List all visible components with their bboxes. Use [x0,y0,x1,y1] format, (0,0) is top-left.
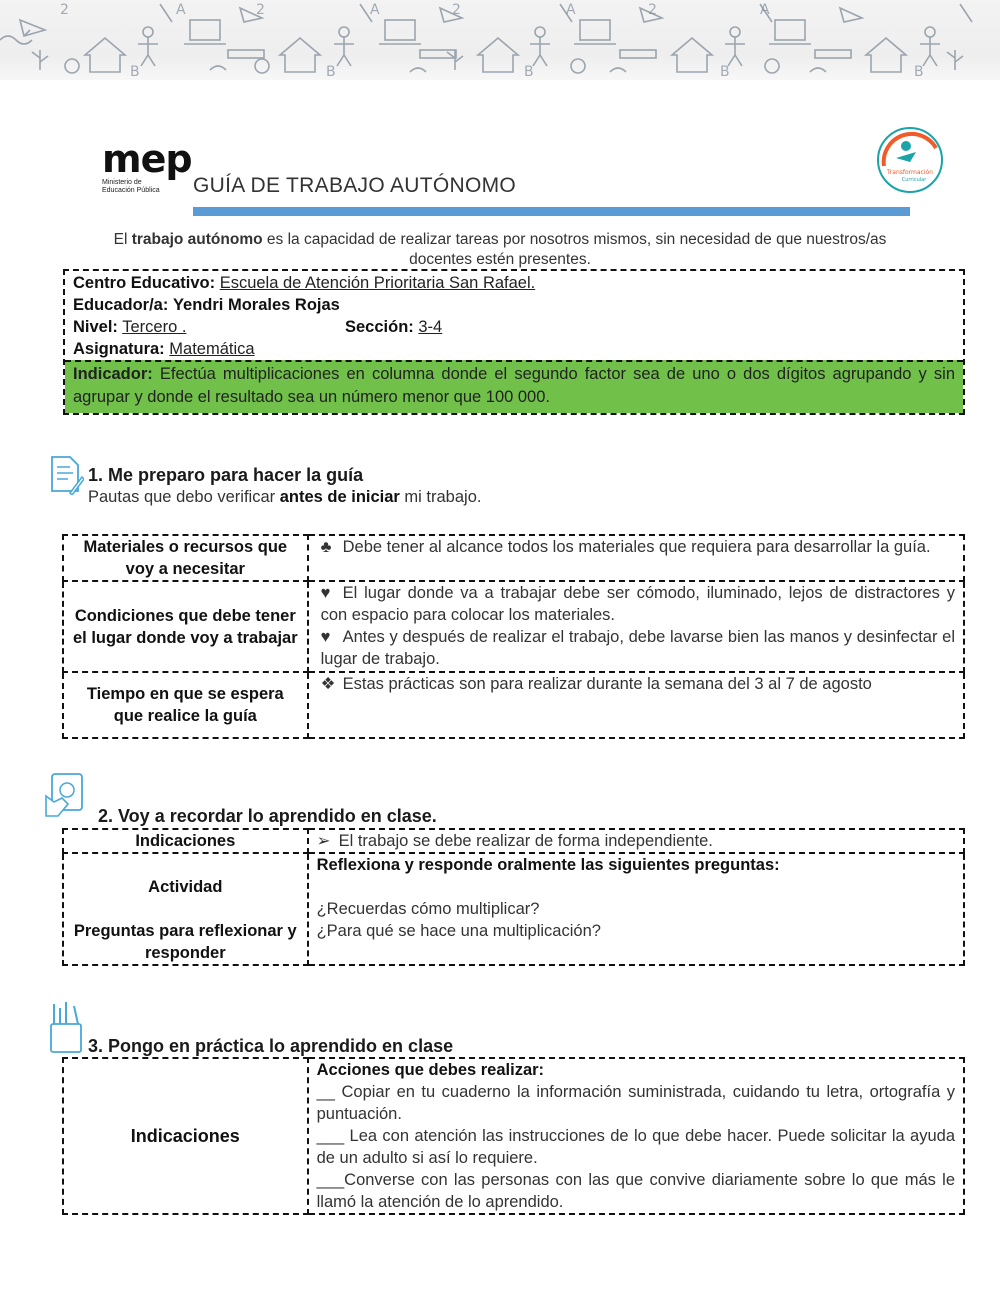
table-row [63,672,964,738]
seccion-line: Sección: 3-4 [345,318,443,336]
section3-table [62,1057,965,1215]
mep-logo [102,137,192,196]
question-1: ¿Recuerdas cómo multiplicar? [316,900,540,918]
svg-text:A: A [760,2,770,18]
materiales-label: Materiales o recursos que voy a necesitar [63,535,308,581]
actividad-label-cell [63,853,308,965]
tiempo-content: ❖ Estas prácticas son para realizar durante la semana del 3 al 7 de agosto [308,672,964,738]
section3-actions [308,1058,964,1214]
indicador-block: Indicador: Efectúa multiplicaciones en columna donde el segundo factor sea de uno o dos dígitos agrupando y sin agrupar y donde el resultado sea un número menor que 100 000. [65,360,963,413]
section1-title: 1. Me preparo para hacer la guía [88,465,364,485]
table-row [63,853,964,965]
svg-text:Transformación: Transformación [887,169,933,176]
asignatura-line: Asignatura: Matemática [73,340,255,358]
section3-indicaciones-label: Indicaciones [63,1058,308,1214]
indicaciones-content: ➢ El trabajo se debe realizar de forma independiente. [308,829,964,853]
educador-line: Educador/a: Yendri Morales Rojas [73,296,340,314]
condiciones-content [308,581,964,672]
table-row [63,829,964,853]
centro-educativo-line: Centro Educativo: Escuela de Atención Prioritaria San Rafael. [73,274,536,292]
info-box [63,269,965,415]
indicaciones-label: Indicaciones [63,829,308,853]
list-item: ___Converse con las personas con las que convive diariamente sobre lo que más le llamó la atención de lo aprendido. [316,1171,955,1211]
svg-text:2: 2 [60,2,69,18]
svg-text:B: B [720,64,730,80]
section1-table [62,534,965,739]
condiciones-label: Condiciones que debe tener el lugar donde voy a trabajar [63,581,308,672]
table-row [63,535,964,581]
svg-text:B: B [326,64,336,80]
reflexiona-instruction: Reflexiona y responde oralmente las siguientes preguntas: [316,856,780,874]
mep-logo-subtitle: Ministerio de Educación Pública [102,179,160,194]
list-item: ♥ El lugar donde va a trabajar debe ser cómodo, iluminado, lejos de distractores y con espacio para colocar los materiales. [320,584,955,624]
page-title: GUÍA DE TRABAJO AUTÓNOMO [193,174,517,197]
svg-text:2: 2 [256,2,265,18]
svg-text:A: A [176,2,186,18]
svg-text:A: A [370,2,380,18]
document-pencil-icon [48,455,84,500]
doodle-pattern-icon [0,0,1000,80]
pencil-cup-icon [48,1002,86,1059]
title-rule [193,207,910,216]
list-item: ♥ Antes y después de realizar el trabajo, debe lavarse bien las manos y desinfectar el lugar de trabajo. [320,628,955,668]
svg-text:2: 2 [648,2,657,18]
table-row [63,1058,964,1214]
tiempo-label: Tiempo en que se espera que realice la guía [63,672,308,738]
svg-text:2: 2 [452,2,461,18]
svg-text:B: B [524,64,534,80]
table-row [63,581,964,672]
svg-text:Curricular: Curricular [901,177,927,183]
materiales-content: ♣ Debe tener al alcance todos los materiales que requiera para desarrollar la guía. [308,535,964,581]
list-item: ___ Lea con atención las instrucciones de lo que debe hacer. Puede solicitar la ayuda de un adulto si así lo requiere. [316,1127,955,1167]
doodle-banner [0,0,1000,80]
svg-text:B: B [130,64,140,80]
section2-title: 2. Voy a recordar lo aprendido en clase. [98,806,437,826]
nivel-line: Nivel: Tercero . [73,318,187,336]
actividad-content [308,853,964,965]
svg-text:B: B [914,64,924,80]
intro-text: El trabajo autónomo es la capacidad de realizar tareas por nosotros mismos, sin necesidad de que nuestros/as docentes estén presentes. [113,231,887,268]
section2-table [62,828,965,966]
section1-subtitle: Pautas que debo verificar antes de iniciar mi trabajo. [88,488,482,506]
svg-text:A: A [566,2,576,18]
preguntas-label: Preguntas para reflexionar y responder [73,922,297,962]
question-2: ¿Para qué se hace una multiplicación? [316,922,601,940]
actividad-label: Actividad [148,878,223,896]
transformacion-curricular-logo [876,126,944,194]
hand-tablet-icon [44,772,88,825]
acciones-title: Acciones que debes realizar: [316,1061,545,1079]
mep-logo-word: mep [102,137,192,181]
list-item: __ Copiar en tu cuaderno la información suministrada, cuidando tu letra, ortografía y puntuación. [316,1083,955,1123]
section3-title: 3. Pongo en práctica lo aprendido en clase [88,1036,454,1056]
